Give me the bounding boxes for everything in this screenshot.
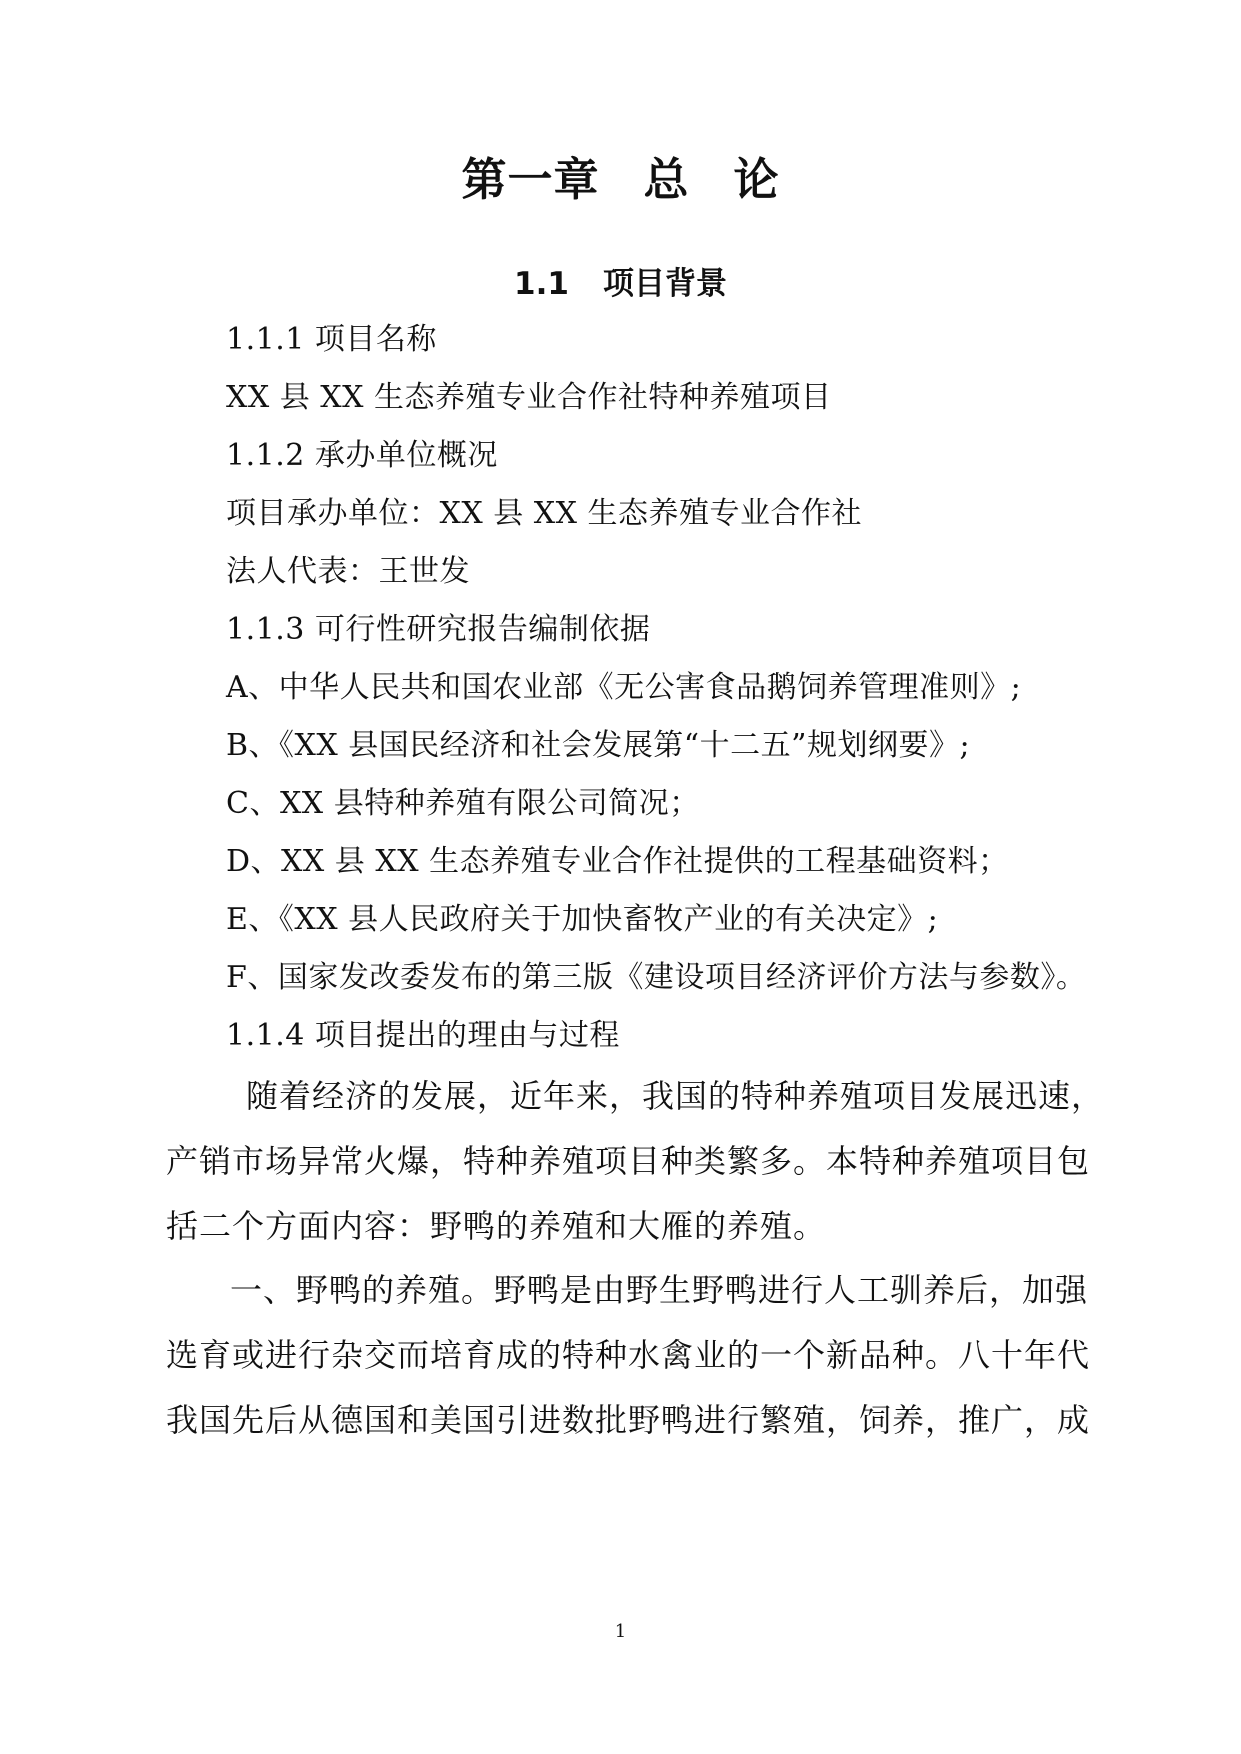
chapter-title-part-1: 第一章 — [461, 153, 600, 206]
legal-representative: 法人代表：王世发 — [226, 554, 470, 589]
heading-1-1-1: 1.1.1 项目名称 — [226, 322, 437, 357]
section-heading: 项目背景 — [602, 266, 727, 302]
heading-1-1-3: 1.1.3 可行性研究报告编制依据 — [226, 612, 651, 647]
basis-item-d: D、XX 县 XX 生态养殖专业合作社提供的工程基础资料； — [226, 844, 1009, 879]
paragraph-line: 括二个方面内容：野鸭的养殖和大雁的养殖。 — [166, 1207, 827, 1245]
basis-item-f: F、国家发改委发布的第三版《建设项目经济评价方法与参数》。 — [226, 960, 1087, 995]
paragraph-line: 一、野鸭的养殖。野鸭是由野生野鸭进行人工驯养后，加强 — [230, 1271, 1089, 1309]
basis-item-c: C、XX 县特种养殖有限公司简况； — [226, 786, 700, 821]
section-title — [0, 262, 1241, 306]
heading-1-1-2: 1.1.2 承办单位概况 — [226, 438, 498, 473]
section-number: 1.1 — [514, 266, 569, 302]
paragraph-line: 产销市场异常火爆，特种养殖项目种类繁多。本特种养殖项目包 — [166, 1142, 1091, 1180]
page-number: 1 — [614, 1621, 627, 1642]
basis-item-a: A、中华人民共和国农业部《无公害食品鹅饲养管理准则》; — [226, 670, 1022, 705]
chapter-title-part-3: 论 — [733, 153, 780, 206]
paragraph-line: 选育或进行杂交而培育成的特种水禽业的一个新品种。八十年代 — [166, 1336, 1091, 1374]
basis-item-e: E、《XX 县人民政府关于加快畜牧产业的有关决定》; — [226, 902, 939, 937]
chapter-title — [0, 148, 1241, 212]
paragraph-background — [166, 1064, 1105, 1259]
chapter-title-part-2: 总 — [643, 153, 690, 206]
paragraph-line: 我国先后从德国和美国引进数批野鸭进行繁殖，饲养，推广，成 — [166, 1401, 1091, 1439]
host-unit: 项目承办单位：XX 县 XX 生态养殖专业合作社 — [226, 496, 863, 531]
basis-item-b: B、《XX 县国民经济和社会发展第“十二五”规划纲要》; — [226, 728, 971, 763]
project-name: XX 县 XX 生态养殖专业合作社特种养殖项目 — [226, 380, 832, 415]
paragraph-line: 随着经济的发展，近年来，我国的特种养殖项目发展迅速， — [246, 1077, 1105, 1115]
heading-1-1-4: 1.1.4 项目提出的理由与过程 — [226, 1018, 620, 1053]
paragraph-wild-duck — [166, 1258, 1094, 1453]
